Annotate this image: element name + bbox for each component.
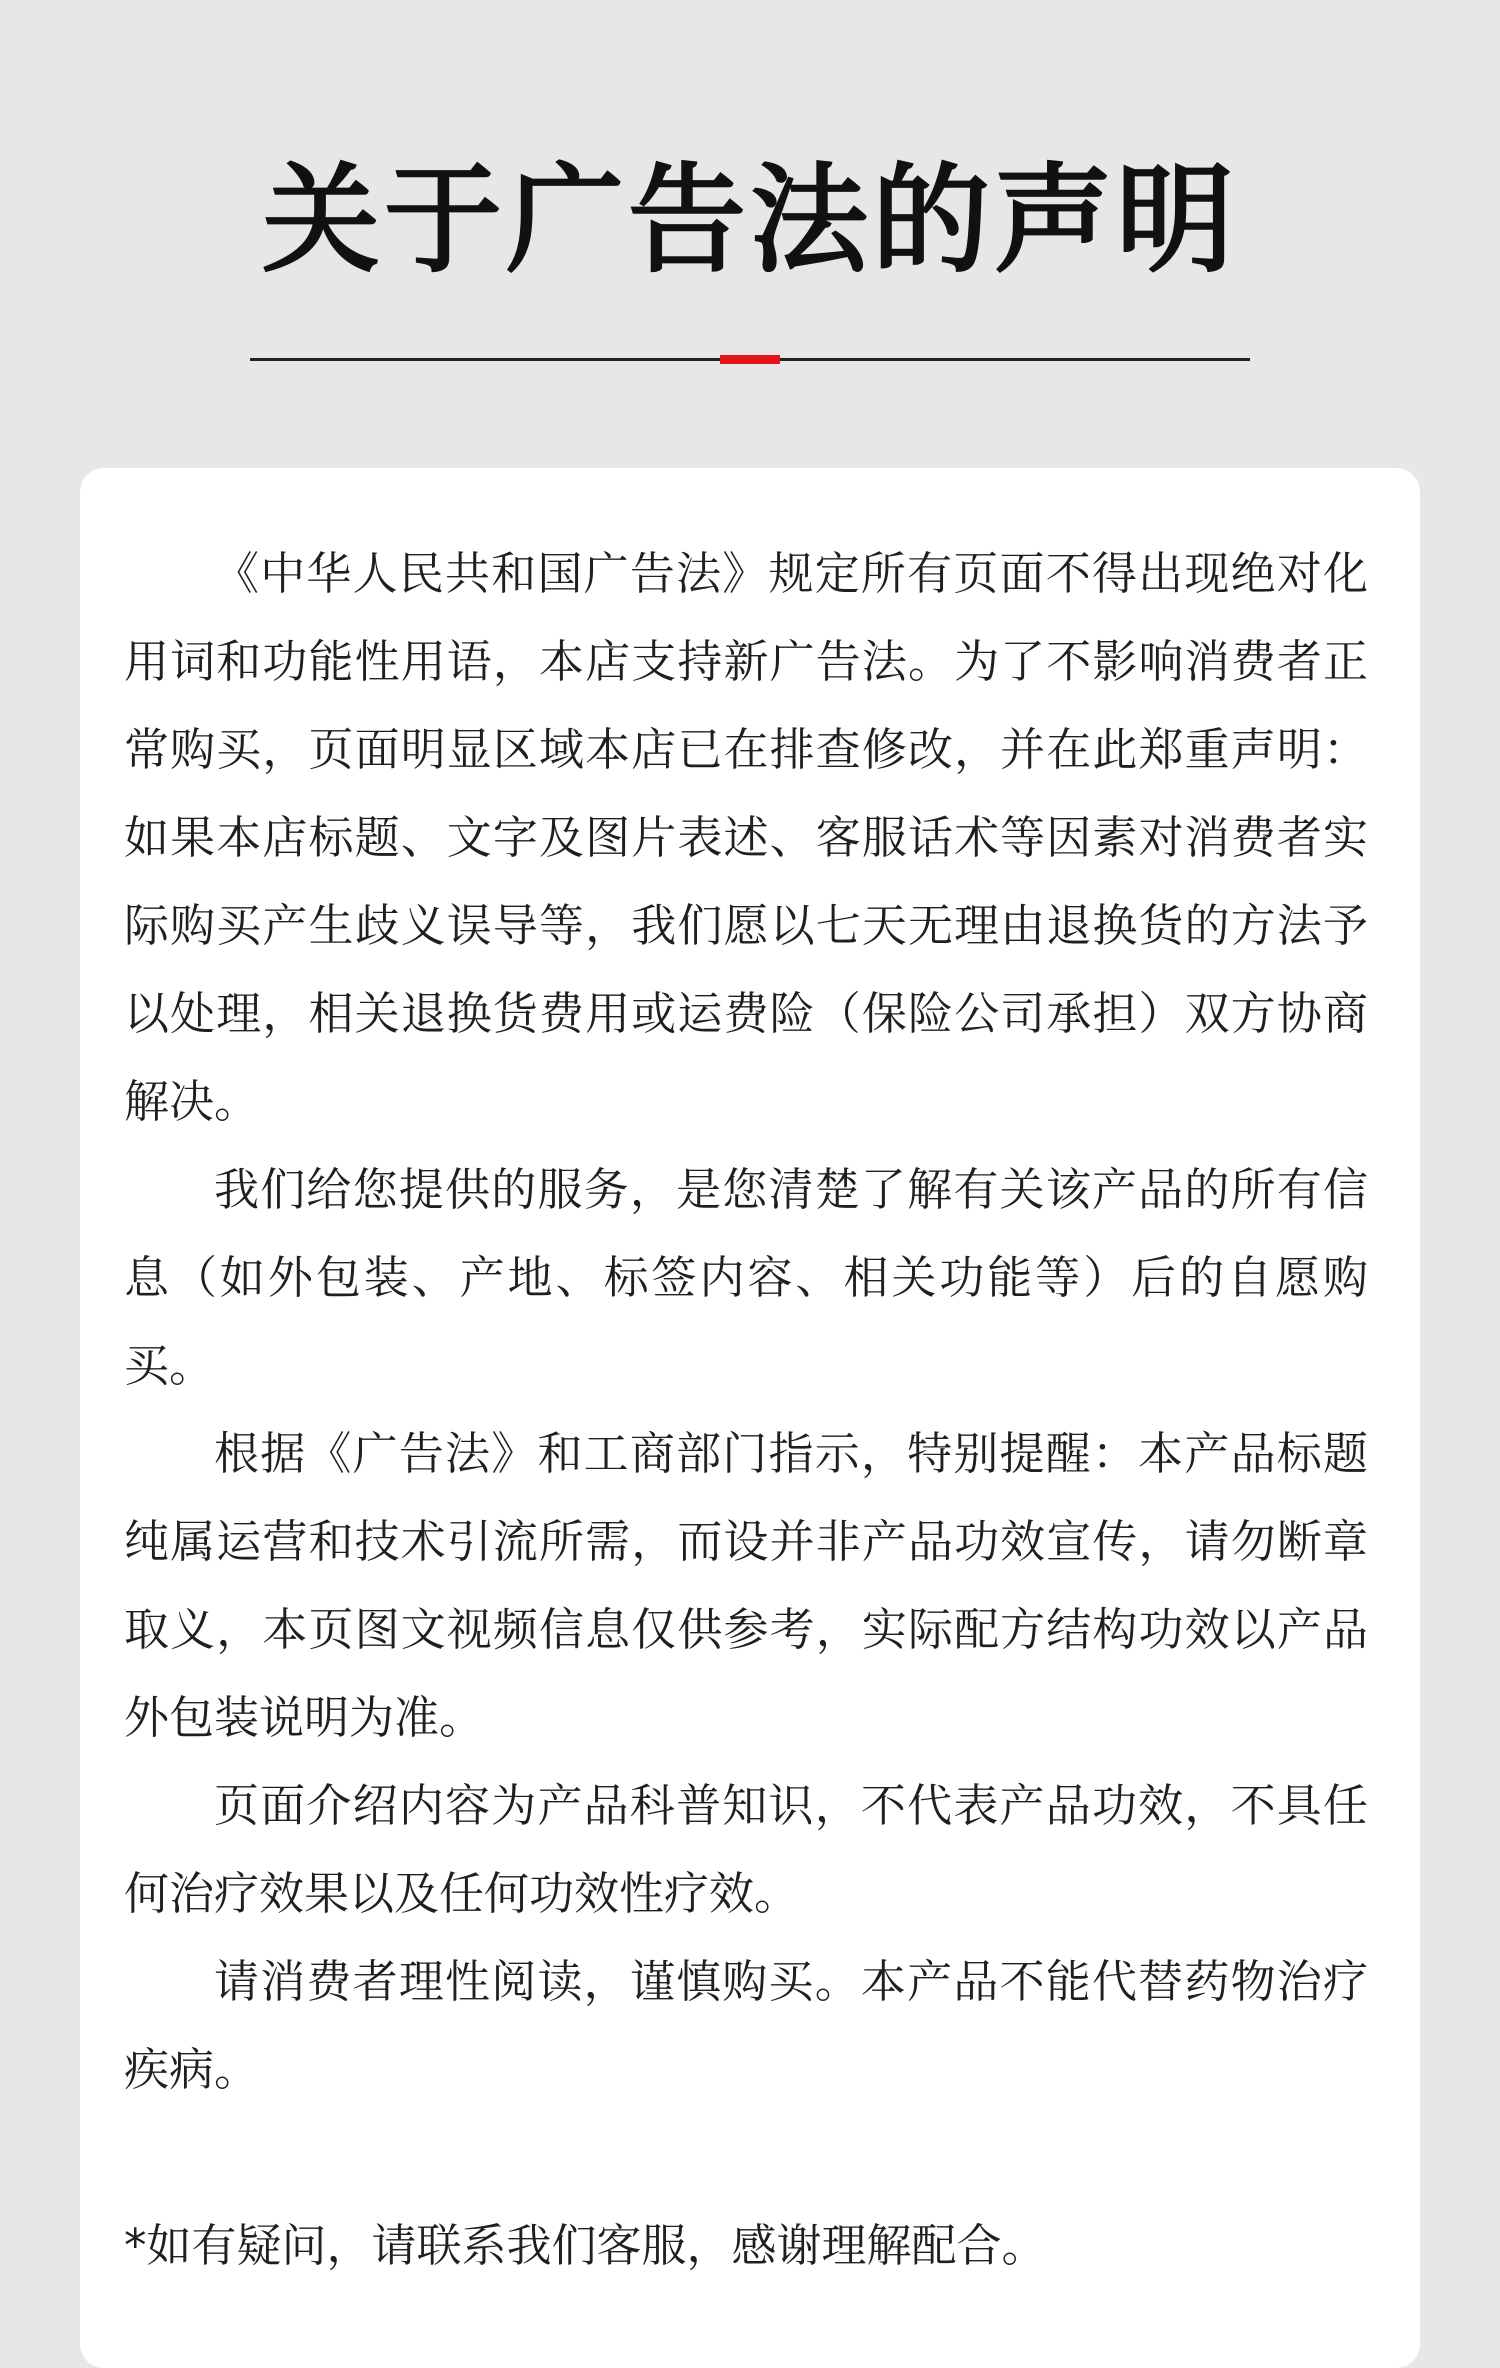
- divider-accent-mark: [720, 355, 780, 364]
- statement-paragraph-1: 《中华人民共和国广告法》规定所有页面不得出现绝对化用词和功能性用语，本店支持新广告法。为了不影响消费者正常购买，页面明显区域本店已在排查修改，并在此郑重声明：如果本店标题、文字及图片表述、客服话术等因素对消费者实际购买产生歧义误导等，我们愿以七天无理由退换货的方法予以处理，相关退换货费用或运费险（保险公司承担）双方协商解决。: [124, 547, 1368, 1128]
- statement-paragraph-3: 根据《广告法》和工商部门指示，特别提醒：本产品标题纯属运营和技术引流所需，而设并非产品功效宣传，请勿断章取义，本页图文视频信息仅供参考，实际配方结构功效以产品外包装说明为准。: [124, 1427, 1368, 1744]
- statement-paragraph-5: 请消费者理性阅读，谨慎购买。本产品不能代替药物治疗疾病。: [124, 1955, 1368, 2096]
- footer-note: *如有疑问，请联系我们客服，感谢理解配合。: [124, 2219, 1047, 2272]
- statement-paragraph-4: 页面介绍内容为产品科普知识，不代表产品功效，不具任何治疗效果以及任何功效性疗效。: [124, 1779, 1368, 1920]
- statement-card: [80, 468, 1420, 2368]
- page-title: 关于广告法的声明: [261, 151, 1238, 289]
- statement-paragraph-2: 我们给您提供的服务，是您清楚了解有关该产品的所有信息（如外包装、产地、标签内容、相关功能等）后的自愿购买。: [124, 1163, 1368, 1392]
